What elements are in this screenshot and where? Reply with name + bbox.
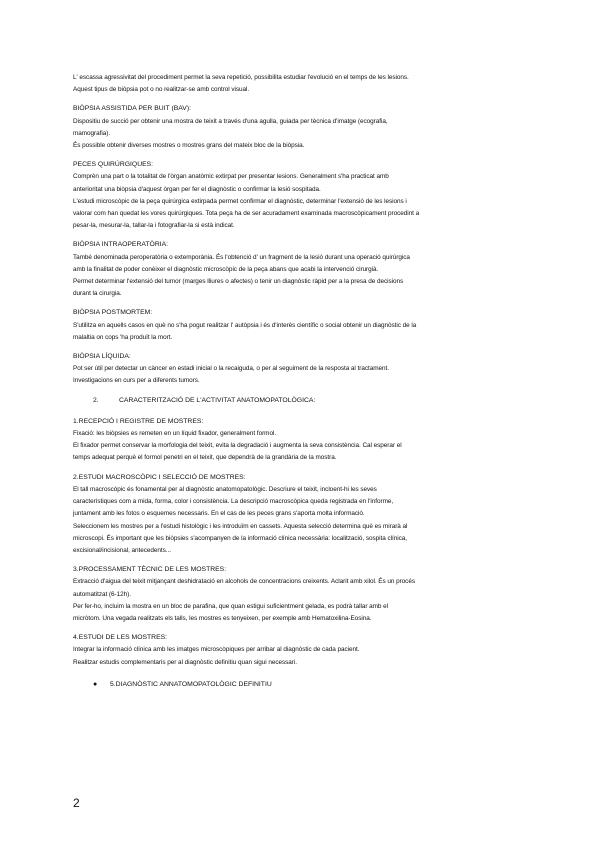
text-line: micròtom. Una vegada realitzats els talls, les mostres es tenyeixen, per exemple amb Hematoxilina-Eosina. bbox=[73, 614, 372, 622]
text-line: excisional/incisional, antecedents... bbox=[73, 546, 171, 554]
text-line: Seleccionem les mostres per a l'estudi histològic i les introduïm en cassets. Aquesta selecció determina què es mirarà al bbox=[73, 522, 408, 530]
text-line: Integrar la informació clínica amb les imatges microscòpiques per arribar al diagnòstic de cada pacient. bbox=[73, 646, 360, 654]
text-line: amb la finalitat de poder conèixer el diagnòstic microscòpic de la peça abans que acabi la intervenció cirurgià. bbox=[73, 265, 379, 273]
text-line: Aquest tipus de biòpsia pot o no realitzar-se amb control visual. bbox=[73, 86, 250, 94]
text-line: mamografia). bbox=[73, 129, 111, 137]
subsection-heading: 1.RECEPCIÓ I REGISTRE DE MOSTRES: bbox=[73, 417, 204, 425]
text-line: durant la cirurgia. bbox=[73, 290, 122, 298]
subsection-0 bbox=[73, 416, 529, 465]
section-heading: BIÒPSIA INTRAOPERATÒRIA: bbox=[73, 241, 169, 249]
text-line: L' escassa agressivitat del procediment permet la seva repetició, possibilita estudiar l'evolució en el temps de les lesions. bbox=[73, 74, 409, 81]
text-line: Fixació: les biòpsies es remeten en un líquid fixador, generalment formol. bbox=[73, 430, 277, 438]
subsection-heading: 2.ESTUDI MACROSCÒPIC I SELECCIÓ DE MOSTRES: bbox=[73, 473, 246, 481]
text-line: S'utilitza en aquells casos en què no s'ha pogut realitzar l' autòpsia i és d'interès científic o social obtenir un diagnòstic de la bbox=[73, 321, 417, 329]
biopsy-types bbox=[73, 103, 529, 387]
subsection-3 bbox=[73, 632, 529, 669]
section-2-heading bbox=[93, 395, 529, 407]
text-line: característiques com a mida, forma, color i consistència. La descripció macroscòpica queda registrada en l'informe, bbox=[73, 498, 394, 506]
section-3 bbox=[73, 307, 529, 344]
section-heading: PECES QUIRÚRGIQUES: bbox=[73, 161, 154, 169]
section-heading: BIÒPSIA ASSISTIDA PER BUIT (BAV): bbox=[73, 105, 191, 113]
text-line: El tall macroscòpic és fonamental per al diagnòstic anatomopatològic. Descriure el teixit, incloent-hi les seves bbox=[73, 485, 377, 493]
section-4 bbox=[73, 351, 529, 388]
text-line: Pot ser útil per detectar un càncer en estadi inicial o la recaiguda, o per al seguiment de la resposta al tractament. bbox=[73, 365, 389, 373]
text-line: Permet determinar l'extensió del tumor (marges lliures o afectes) o tenir un diagnòstic ràpid per a la presa de decisions bbox=[73, 278, 404, 286]
text-line: Extracció d'aigua del teixit mitjançant deshidratació en alcohols de concentracions creixents. Aclarit amb xilol. És un procés bbox=[73, 578, 415, 586]
section-2-number: 2. bbox=[93, 396, 99, 404]
text-line: Investigacions en curs per a diferents tumors. bbox=[73, 377, 200, 385]
section-heading: BIÒPSIA LÍQUIDA: bbox=[73, 353, 131, 361]
text-line: microscopi. És important que les biòpsies s'acompanyen de la informació clínica necessària: localització, sospita clínica, bbox=[73, 534, 407, 542]
bullet-icon: ● bbox=[93, 680, 98, 688]
section-2-title: CARACTERITZACIÓ DE L'ACTIVITAT ANATOMOPATOLÒGICA: bbox=[119, 396, 316, 404]
text-line: temps adequat perquè el formol penetri en el teixit, que dependrà de la grandària de la mostra. bbox=[73, 454, 337, 462]
text-line: Realitzar estudis complementaris per al diagnòstic definitiu quan sigui necessari. bbox=[73, 658, 297, 666]
subsection-heading: 4.ESTUDI DE LES MOSTRES: bbox=[73, 634, 168, 642]
text-line: El fixador permet conservar la morfologia del teixit, evita la degradació i augmenta la seva consistència. Cal esperar el bbox=[73, 442, 402, 450]
text-line: malaltia on cops 'ha produït la mort. bbox=[73, 333, 173, 341]
activity-subsections bbox=[73, 416, 529, 669]
text-line: pesar-la, mesurar-la, tallar-la i fotografiar-la si està indicat. bbox=[73, 222, 235, 230]
text-line: automatitzat (6-12h). bbox=[73, 590, 131, 598]
text-line: anterioritat una biòpsia d'aquest òrgan per fer el diagnòstic o confirmar la lesió sospitada. bbox=[73, 185, 321, 193]
section-5-title: 5.DIAGNÒSTIC ANNATOMOPATOLÒGIC DEFINITIU bbox=[110, 680, 272, 688]
section-5-heading bbox=[93, 679, 529, 691]
page-number: 2 bbox=[73, 796, 80, 810]
subsection-heading: 3.PROCESSAMENT TÈCNIC DE LES MOSTRES: bbox=[73, 566, 227, 574]
text-line: Dispositiu de succió per obtenir una mostra de teixit a través d'una agulla, guiada per tècnica d'imatge (ecografia, bbox=[73, 117, 388, 125]
section-2 bbox=[73, 239, 529, 300]
text-line: És possible obtenir diverses mostres o mostres grans del mateix bloc de la biòpsia. bbox=[73, 142, 305, 150]
intro-paragraph bbox=[73, 72, 529, 96]
text-line: Per fer-ho, incluim la mostra en un bloc de parafina, que quan estigui suficientment gelada, es podrà tallar amb el bbox=[73, 602, 389, 610]
section-0 bbox=[73, 103, 529, 152]
section-heading: BIÒPSIA POSTMORTEM: bbox=[73, 309, 153, 317]
text-line: juntament amb les fotos o esquemes necessaris. En el cas de les peces grans s'aporta molta informació. bbox=[73, 510, 365, 518]
subsection-2 bbox=[73, 564, 529, 625]
document-page bbox=[73, 72, 529, 691]
text-line: valorar com han quedat les vores quirúrgiques. Tota peça ha de ser acuradament examinada macroscòpicament procedint a bbox=[73, 210, 420, 218]
subsection-1 bbox=[73, 472, 529, 557]
text-line: Comprèn una part o la totalitat de l'òrgan anatòmic extirpat per presentar lesions. Generalment s'ha practicat amb bbox=[73, 173, 389, 181]
text-line: També denominada peroperatòria o extemporània. És l'obtenció d' un fragment de la lesió durant una operació quirúrgica bbox=[73, 253, 410, 261]
text-line: L'estudi microscòpic de la peça quirúrgica extirpada permet confirmar el diagnòstic, determinar l'extensió de les lesions i bbox=[73, 197, 407, 205]
section-1 bbox=[73, 159, 529, 232]
